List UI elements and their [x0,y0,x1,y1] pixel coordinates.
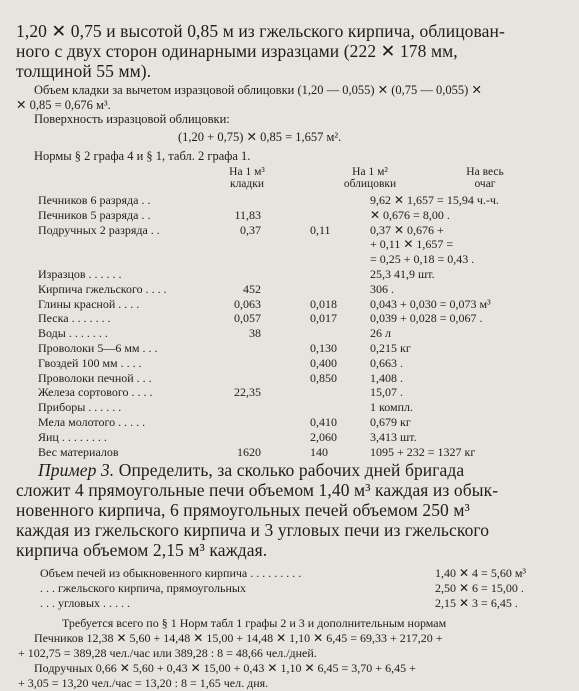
row-per-m3: 0,063 [234,296,261,311]
row-total: ✕ 0,676 = 8,00 . [370,207,450,222]
table-row [0,297,579,312]
table-row [0,208,579,223]
req-line-5: + 3,05 = 13,20 чел./час = 13,20 : 8 = 1,65 чел. дня. [18,676,269,690]
req-line-1: Требуется всего по § 1 Норм табл 1 графы 2 и 3 и дополнительным нормам [62,616,447,630]
row-total: 0,043 + 0,030 = 0,073 м³ [370,296,491,311]
row-per-m2: 0,017 [310,311,337,326]
row-total: 26 л [370,326,391,341]
row-name: Печников 6 разряда . . [38,193,151,207]
row-total: = 0,25 + 0,18 = 0,43 . [370,252,475,267]
row-total: + 0,11 ✕ 1,657 = [370,237,454,252]
row-total: 15,07 . [370,385,403,400]
header-per-m3-line2: кладки [229,178,265,190]
example-line-1 [38,460,464,481]
volume-label-1: Объем печей из обыкновенного кирпича . . . . . . . . . [40,566,302,580]
row-name: Печников 5 разряда . . [38,207,151,222]
calc-line-5: Нормы § 2 графа 4 и § 1, табл. 2 графа 1. [34,149,251,163]
row-per-m2: 0,11 [310,222,331,237]
row-name: Подручных 2 разряда . . [38,222,160,237]
row-total: 1,408 . [370,370,403,385]
table-row [0,267,579,282]
row-name: Железа сортового . . . . [38,385,153,400]
table-row [0,341,579,356]
row-per-m3: 38 [249,326,261,341]
table-row [0,282,579,297]
table-row [0,371,579,386]
row-total: 3,413 шт. [370,429,417,444]
row-name: Мела молотого . . . . . [38,415,146,429]
row-per-m3: 22,35 [234,385,261,400]
table-row [0,356,579,371]
example-line-5: кирпича объемом 2,15 м³ каждая. [16,540,268,560]
row-name: Гвоздей 100 мм . . . . [38,355,142,370]
intro-line-1: 1,20 ✕ 0,75 и высотой 0,85 м из гжельского кирпича, облицован- [16,21,505,41]
row-total: 1095 + 232 = 1327 кг [370,444,476,459]
volume-label-3: . . . угловых . . . . . [40,596,131,610]
header-total [450,166,520,190]
row-total: 0,039 + 0,028 = 0,067 . [370,311,483,326]
header-per-m3-line1: На 1 м³ [229,166,265,178]
example-line-3: новенного кирпича, 6 прямоугольных печей объемом 250 м³ [16,500,470,520]
row-name: Изразцов . . . . . . [38,267,122,281]
row-per-m3: 11,83 [234,207,261,222]
header-per-m3 [212,166,282,190]
table-row [0,252,579,267]
row-name: Вес материалов [38,444,119,459]
row-per-m2: 2,060 [310,429,337,444]
intro-line-2: ного с двух сторон одинарными изразцами (222 ✕ 178 мм, [16,41,458,61]
table-row [0,193,579,208]
row-total: 0,663 . [370,355,403,370]
table-row [0,223,579,238]
intro-line-3: толщиной 55 мм). [16,61,152,81]
example-line-4: каждая из гжельского кирпича и 3 угловых печи из гжельского [16,520,490,540]
req-line-3: + 102,75 = 389,28 чел./час или 389,28 : 8 = 48,66 чел./дней. [18,646,317,660]
table-row [0,445,579,460]
row-name: Проволоки 5—6 мм . . . [38,341,158,355]
row-per-m2: 0,018 [310,296,337,311]
example-line-2: сложит 4 прямоугольные печи объемом 1,40 м³ каждая из обык- [16,480,499,500]
row-total: 1 компл. [370,400,413,415]
row-per-m2: 140 [310,444,328,459]
example-line-1-text: Определить, за сколько рабочих дней бригада [118,460,465,480]
volume-value-3: 2,15 ✕ 3 = 6,45 . [435,596,518,610]
row-per-m2: 0,850 [310,370,337,385]
calc-line-4: (1,20 + 0,75) ✕ 0,85 = 1,657 м². [178,130,342,144]
calc-line-1: Объем кладки за вычетом изразцовой облицовки (1,20 — 0,055) ✕ (0,75 — 0,055) ✕ [34,83,482,97]
volume-label-2: . . . гжельского кирпича, прямоугольных [40,581,246,595]
row-per-m3: 452 [243,281,261,296]
header-total-line2: очаг [474,178,496,190]
req-line-2: Печников 12,38 ✕ 5,60 + 14,48 ✕ 15,00 + 14,48 ✕ 1,10 ✕ 6,45 = 69,33 + 217,20 + [34,631,443,645]
table-row [0,385,579,400]
table-row [0,430,579,445]
volume-value-2: 2,50 ✕ 6 = 15,00 . [435,581,524,595]
row-name: Глины красной . . . . [38,296,140,311]
row-total: 25,3 41,9 шт. [370,267,435,281]
calc-line-2: ✕ 0,85 = 0,676 м³. [16,98,111,112]
req-line-4: Подручных 0,66 ✕ 5,60 + 0,43 ✕ 15,00 + 0,43 ✕ 1,10 ✕ 6,45 = 3,70 + 6,45 + [34,661,416,675]
table-row [0,326,579,341]
table-row [0,237,579,252]
row-total: 0,679 кг [370,415,411,429]
header-per-m2 [325,166,415,190]
table-row [0,311,579,326]
row-name: Кирпича гжельского . . . . [38,281,167,296]
row-per-m3: 1620 [237,444,261,459]
row-per-m3: 0,057 [234,311,261,326]
header-per-m2-line2: облицовки [343,178,397,190]
table-row [0,415,579,430]
row-name: Проволоки печной . . . [38,370,152,385]
table-row [0,400,579,415]
header-per-m2-line1: На 1 м² [352,166,388,178]
row-per-m2: 0,130 [310,341,337,355]
row-per-m2: 0,400 [310,355,337,370]
row-total: 9,62 ✕ 1,657 = 15,94 ч.-ч. [370,193,499,207]
row-total: 0,37 ✕ 0,676 + [370,222,444,237]
row-per-m2: 0,410 [310,415,337,429]
row-total: 306 . [370,281,394,296]
volume-value-1: 1,40 ✕ 4 = 5,60 м³ [435,566,527,580]
row-per-m3: 0,37 [240,222,261,237]
row-name: Воды . . . . . . . [38,326,108,341]
row-name: Песка . . . . . . . [38,311,111,326]
header-total-line1: На весь [466,166,504,178]
calc-line-3: Поверхность изразцовой облицовки: [34,112,230,126]
row-name: Яиц . . . . . . . . [38,429,107,444]
example-label: Пример 3. [38,460,115,480]
row-name: Приборы . . . . . . [38,400,122,415]
row-total: 0,215 кг [370,341,411,355]
